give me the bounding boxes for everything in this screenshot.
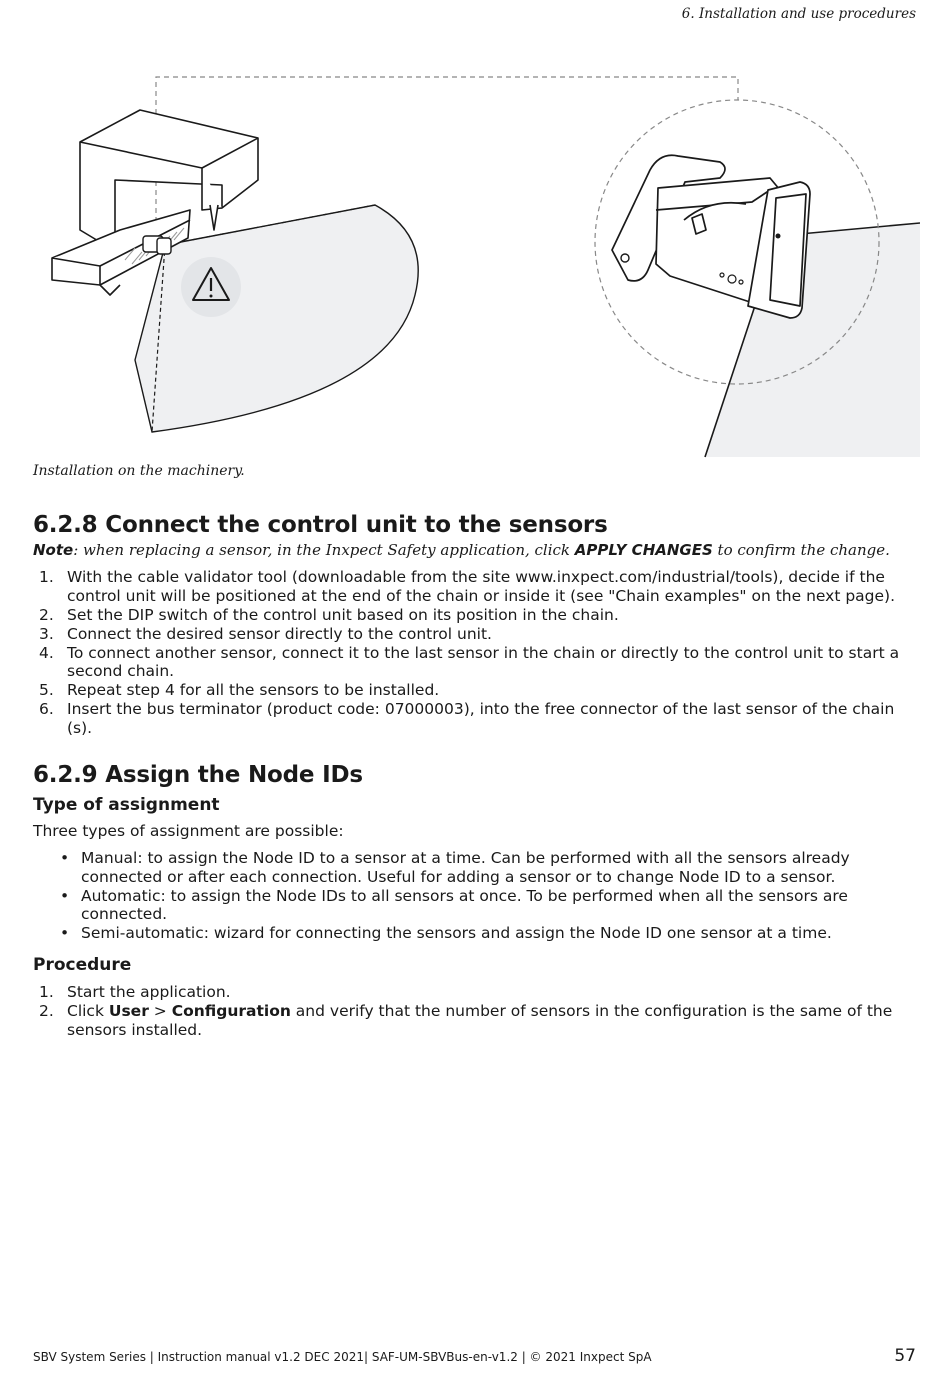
bullet-icon: • [60, 886, 70, 905]
footer-text: SBV System Series | Instruction manual v1.2 DEC 2021| SAF-UM-SBVBus-en-v1.2 | © 2021 Inxpect SpA [33, 1350, 652, 1364]
step-text: Start the application. [67, 983, 231, 1001]
list-item [33, 983, 911, 1002]
bullet-icon: • [60, 849, 70, 867]
step-number: 1. [39, 568, 54, 586]
step-text-post: and verify that the number of sensors in the configuration is the same of the sensors installed. [67, 1002, 893, 1039]
assignment-types-list [48, 849, 908, 943]
procedure-list [33, 983, 911, 1040]
list-item [33, 700, 911, 737]
step-text: Set the DIP switch of the control unit based on its position in the chain. [67, 605, 619, 624]
step-number: 4. [39, 643, 54, 662]
installation-illustration [30, 70, 920, 460]
list-item [33, 625, 911, 644]
figure-caption: Installation on the machinery. [33, 463, 245, 479]
note-text-2: to confirm the change. [712, 541, 890, 559]
step-text-pre: Click [67, 1002, 109, 1020]
step-number: 3. [39, 624, 54, 643]
menu-user: User [108, 1002, 149, 1020]
running-header: 6. Installation and use procedures [681, 6, 916, 22]
step-text: To connect another sensor, connect it to the last sensor in the chain or directly to the control unit to start a second chain. [67, 643, 900, 680]
bullet-icon: • [60, 924, 70, 942]
steps-list [33, 568, 911, 738]
list-item [33, 644, 911, 681]
list-item [33, 1002, 911, 1039]
note [33, 541, 923, 559]
menu-separator: > [148, 1002, 172, 1020]
step-number: 6. [39, 700, 54, 718]
note-bold: APPLY CHANGES [574, 541, 713, 559]
list-item [33, 681, 911, 700]
note-label: Note [33, 541, 74, 559]
step-text: Insert the bus terminator (product code: 07000003), into the free connector of the last sensor of the chain (s). [67, 700, 895, 737]
list-item [48, 924, 908, 943]
subheading-type-of-assignment: Type of assignment [33, 795, 220, 815]
step-number: 2. [39, 605, 54, 624]
bullet-text: Semi-automatic: wizard for connecting the sensors and assign the Node ID one sensor at a time. [81, 924, 832, 942]
step-number: 1. [39, 983, 54, 1001]
menu-configuration: Configuration [171, 1002, 291, 1020]
step-text: Repeat step 4 for all the sensors to be installed. [67, 681, 440, 699]
list-item [33, 568, 911, 605]
bullet-text: Automatic: to assign the Node IDs to all sensors at once. To be performed when all the sensors are connected. [81, 886, 848, 923]
step-number: 2. [39, 1002, 54, 1020]
section-heading-828: 6.2.8 Connect the control unit to the sensors [33, 512, 608, 538]
step-text: With the cable validator tool (downloadable from the site www.inxpect.com/industrial/tools), decide if the control unit will be positioned at the end of the chain or inside it (see "Chain examples" on the next page). [67, 568, 896, 605]
step-number: 5. [39, 681, 54, 699]
section-heading-829: 6.2.9 Assign the Node IDs [33, 762, 363, 788]
intro-paragraph: Three types of assignment are possible: [33, 822, 344, 840]
note-text-1: : when replacing a sensor, in the Inxpect Safety application, click [73, 541, 575, 559]
list-item [48, 887, 908, 924]
step-text: Connect the desired sensor directly to the control unit. [67, 624, 492, 643]
page-number: 57 [894, 1346, 916, 1366]
bullet-text: Manual: to assign the Node ID to a sensor at a time. Can be performed with all the sensors already connected or after each connection. Useful for adding a sensor or to change Node ID to a sensor. [81, 849, 850, 886]
list-item [48, 849, 908, 886]
warning-icon [181, 257, 241, 317]
subheading-procedure: Procedure [33, 955, 132, 975]
list-item [33, 606, 911, 625]
